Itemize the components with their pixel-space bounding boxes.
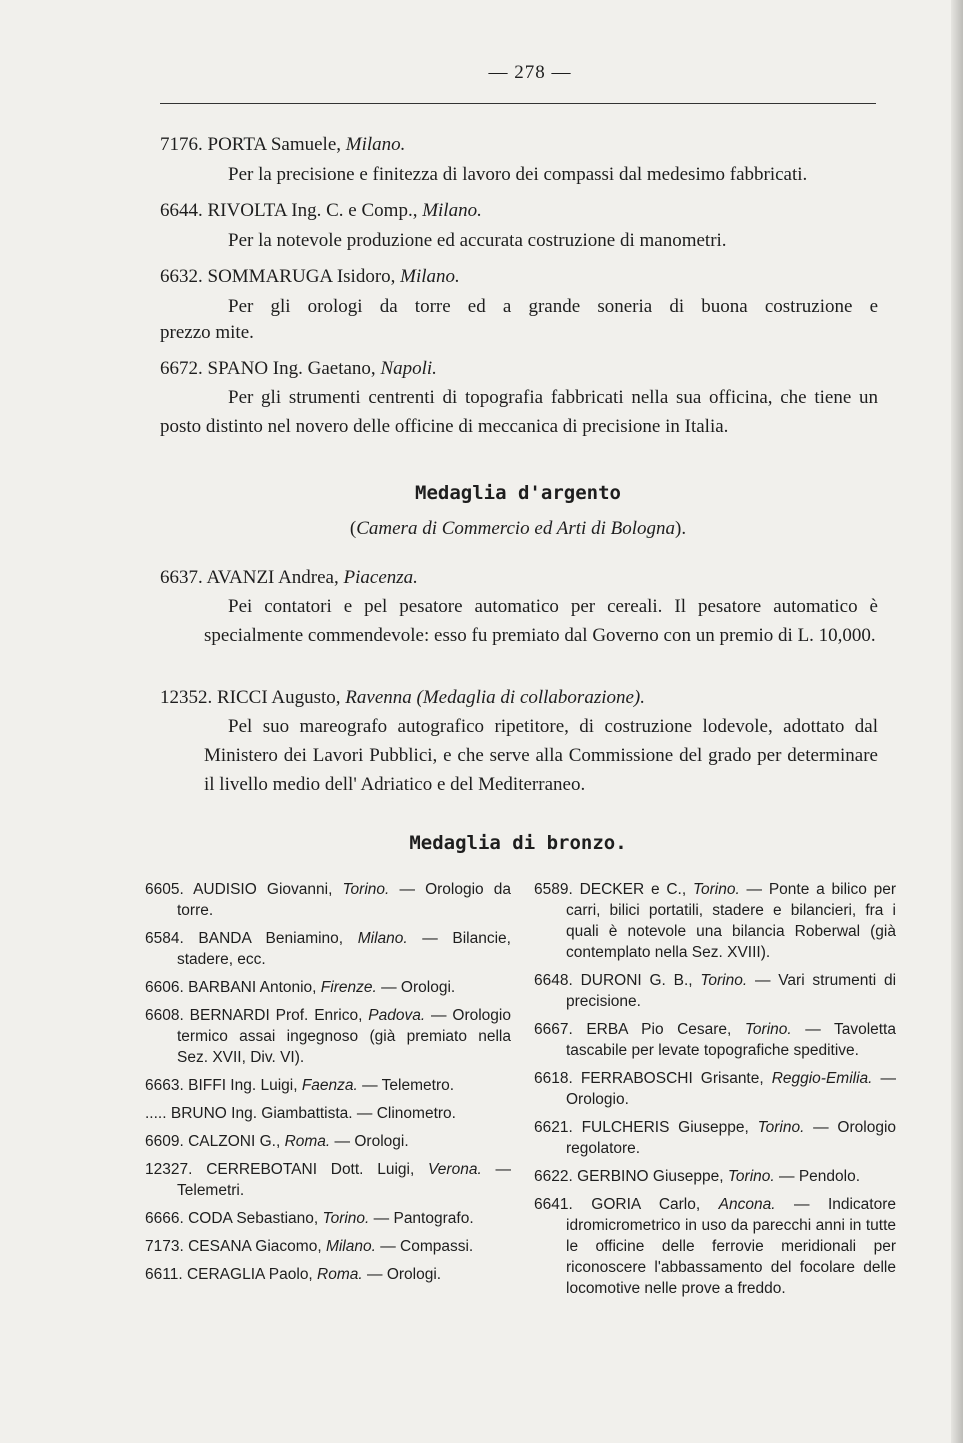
list-item — [145, 977, 511, 998]
list-item — [145, 879, 511, 921]
entry-part: — Vari strumenti di precisione. — [566, 972, 897, 1010]
entry-part: ..... — [145, 1105, 167, 1122]
entry-part: 6666. — [145, 1210, 184, 1227]
entry-part: CERAGLIA Paolo, — [186, 1266, 318, 1283]
entry-place: Milano. — [400, 266, 460, 287]
entry-part: Roma. — [317, 1266, 363, 1283]
entry-part: CERREBOTANI Dott. Luigi, — [206, 1161, 429, 1178]
entry-part: Torino. — [700, 972, 748, 989]
entry-part: BARBANI Antonio, — [188, 979, 321, 996]
entry-part: GORIA Carlo, — [591, 1196, 719, 1213]
entry-part: 6584. — [145, 930, 184, 947]
entry-part: GERBINO Giuseppe, — [577, 1168, 728, 1185]
entry-name: PORTA Samuele, — [207, 134, 346, 155]
entry-part: — Telemetro. — [362, 1077, 455, 1094]
entry-number: 6672. — [160, 358, 203, 379]
entry-part: Roma. — [284, 1133, 331, 1150]
entry-part: Reggio-Emilia. — [771, 1070, 873, 1087]
entry-heading — [160, 567, 418, 589]
entry-part: 6609. — [145, 1133, 184, 1150]
entry-part: — Orologio regolatore. — [566, 1119, 897, 1157]
entry-part: Faenza. — [301, 1077, 358, 1094]
entry-part: — Pantografo. — [373, 1210, 474, 1227]
list-item — [145, 1103, 511, 1124]
entry-part: Torino. — [692, 881, 740, 898]
entry-part: 6667. — [534, 1021, 573, 1038]
entry-part: BERNARDI Prof. Enrico, — [189, 1007, 369, 1024]
entry-part: 6648. — [534, 972, 573, 989]
entry-name: SOMMARUGA Isidoro, — [207, 266, 401, 287]
entry-place: Milano. — [422, 200, 482, 221]
bronze-column-right — [534, 879, 896, 1306]
entry-note: (Medaglia di collaborazione). — [416, 687, 646, 708]
entry-part: Padova. — [368, 1007, 426, 1024]
entry-part: Milano. — [357, 930, 408, 947]
entry-part: 7173. — [145, 1238, 184, 1255]
entry-number: 12352. — [160, 687, 213, 708]
entry-part: Torino. — [744, 1021, 792, 1038]
entry-name: RICCI Augusto, — [217, 687, 346, 708]
entry-part: — Ponte a bilico per carri, bilici portatili, stadere e bilancieri, fra i quali è notevole una bilancia Roberwal (già contemplato nella Sez. XVIII). — [566, 881, 896, 961]
entry-part: Ancona. — [718, 1196, 776, 1213]
entry-part: CODA Sebastiano, — [188, 1210, 323, 1227]
entry-part: — Orologio. — [566, 1070, 896, 1108]
entry-description: Per gli orologi da torre ed a grande soneria di buona costruzione e — [228, 296, 878, 317]
list-item — [145, 1005, 511, 1068]
entry-part: 6618. — [534, 1070, 573, 1087]
list-item — [534, 879, 896, 963]
entry-place: Napoli. — [380, 358, 437, 379]
entry-part: Torino. — [322, 1210, 370, 1227]
entry-part: — Bilancie, stadere, ecc. — [177, 930, 511, 968]
entry-part: 6663. — [145, 1077, 184, 1094]
entry-part: — Tavoletta tascabile per levate topografiche speditive. — [566, 1021, 896, 1059]
entry-part: 6606. — [145, 979, 184, 996]
entry-heading — [160, 200, 482, 222]
entry-part: — Orologi. — [367, 1266, 442, 1283]
entry-name: SPANO Ing. Gaetano, — [207, 358, 381, 379]
list-item — [145, 928, 511, 970]
medal-subheading: (Camera di Commercio ed Arti di Bologna). — [349, 518, 687, 539]
entry-part: 6621. — [534, 1119, 573, 1136]
entry-part: — Pendolo. — [779, 1168, 861, 1185]
entry-part: Milano. — [325, 1238, 376, 1255]
entry-part: Verona. — [428, 1161, 482, 1178]
list-item — [145, 1236, 511, 1257]
entry-description: Pei contatori e pel pesatore automatico per cereali. Il pesatore automatico è specialmente commendevole: esso fu premiato dal Governo con un premio di L. 10,000. — [204, 596, 878, 646]
page-number: — 278 — — [488, 62, 572, 83]
entry-number: 7176. — [160, 134, 203, 155]
entry-part: 12327. — [145, 1161, 193, 1178]
medal-heading-silver: Medaglia d'argento — [415, 482, 621, 504]
entry-part: FERRABOSCHI Grisante, — [580, 1070, 772, 1087]
entry-part: — Orologio termico assai ingegnoso (già premiato nella Sez. XVII, Div. VI). — [177, 1007, 511, 1066]
entry-heading — [160, 134, 405, 156]
entry-part: — Orologio da torre. — [177, 881, 512, 919]
list-item — [145, 1159, 511, 1201]
entry-part: — Clinometro. — [356, 1105, 456, 1122]
list-item — [534, 1166, 896, 1187]
list-item — [534, 1019, 896, 1061]
bronze-column-left — [145, 879, 511, 1292]
list-item — [145, 1208, 511, 1229]
entry-place: Milano. — [345, 134, 406, 155]
entry-description-continued: prezzo mite. — [160, 322, 254, 343]
page-edge — [951, 0, 963, 1443]
entry-part: Torino. — [727, 1168, 775, 1185]
entry-description: Per la precisione e finitezza di lavoro dei compassi dal medesimo fabbricati. — [228, 164, 808, 185]
entry-part: BRUNO Ing. Giambattista. — [170, 1105, 357, 1122]
entry-place: Piacenza. — [343, 567, 418, 588]
entry-part: ERBA Pio Cesare, — [586, 1021, 745, 1038]
entry-part: 6589. — [534, 881, 573, 898]
entry-part: CALZONI G., — [188, 1133, 285, 1150]
entry-part: DURONI G. B., — [580, 972, 701, 989]
list-item — [145, 1264, 511, 1285]
entry-part: FULCHERIS Giuseppe, — [581, 1119, 758, 1136]
list-item — [145, 1131, 511, 1152]
entry-number: 6637. — [160, 567, 203, 588]
entry-part: — Orologi. — [381, 979, 456, 996]
list-item — [534, 970, 896, 1012]
entry-part: Torino. — [342, 881, 390, 898]
entry-part: — Orologi. — [334, 1133, 409, 1150]
entry-place: Ravenna — [345, 687, 412, 708]
entry-number: 6632. — [160, 266, 203, 287]
entry-part: 6605. — [145, 881, 184, 898]
entry-part: 6622. — [534, 1168, 573, 1185]
entry-name: RIVOLTA Ing. C. e Comp., — [207, 200, 423, 221]
entry-part: BIFFI Ing. Luigi, — [188, 1077, 302, 1094]
header-rule — [160, 103, 876, 104]
entry-heading — [160, 687, 645, 709]
entry-number: 6644. — [160, 200, 203, 221]
entry-part: 6641. — [534, 1196, 573, 1213]
list-item — [534, 1194, 896, 1299]
entry-part: DECKER e C., — [579, 881, 693, 898]
list-item — [534, 1068, 896, 1110]
entry-part: — Compassi. — [380, 1238, 474, 1255]
entry-description: Per la notevole produzione ed accurata costruzione di manometri. — [228, 230, 727, 251]
entry-description: Per gli strumenti centrenti di topografia fabbricati nella sua officina, che tiene un posto distinto nel novero delle officine di meccanica di precisione in Italia. — [160, 387, 878, 437]
entry-part: Torino. — [757, 1119, 805, 1136]
entry-part: CESANA Giacomo, — [188, 1238, 326, 1255]
entry-part: 6608. — [145, 1007, 184, 1024]
entry-heading — [160, 358, 437, 380]
chamber-name: Camera di Commercio ed Arti di Bologna — [356, 518, 675, 539]
entry-part: Firenze. — [320, 979, 377, 996]
list-item — [145, 1075, 511, 1096]
list-item — [534, 1117, 896, 1159]
entry-part: — Indicatore idromicrometrico in uso da parecchi anni in tutte le officine delle ferrovie meridionali per riconoscere l'abbassamento del focolare delle locomotive nelle prove a freddo. — [566, 1196, 897, 1297]
medal-heading-bronze: Medaglia di bronzo. — [409, 832, 627, 854]
entry-name: AVANZI Andrea, — [206, 567, 344, 588]
entry-heading — [160, 266, 460, 288]
entry-part: 6611. — [145, 1266, 183, 1283]
entry-description: Pel suo mareografo autografico ripetitore, di costruzione lodevole, adottato dal Ministero dei Lavori Pubblici, e che serve alla Commissione del grado per determinare il livello medio dell' Adriatico e del Mediterraneo. — [204, 716, 878, 795]
entry-part: BANDA Beniamino, — [198, 930, 358, 947]
entry-part: AUDISIO Giovanni, — [193, 881, 343, 898]
entry-part: — Telemetri. — [177, 1161, 512, 1199]
